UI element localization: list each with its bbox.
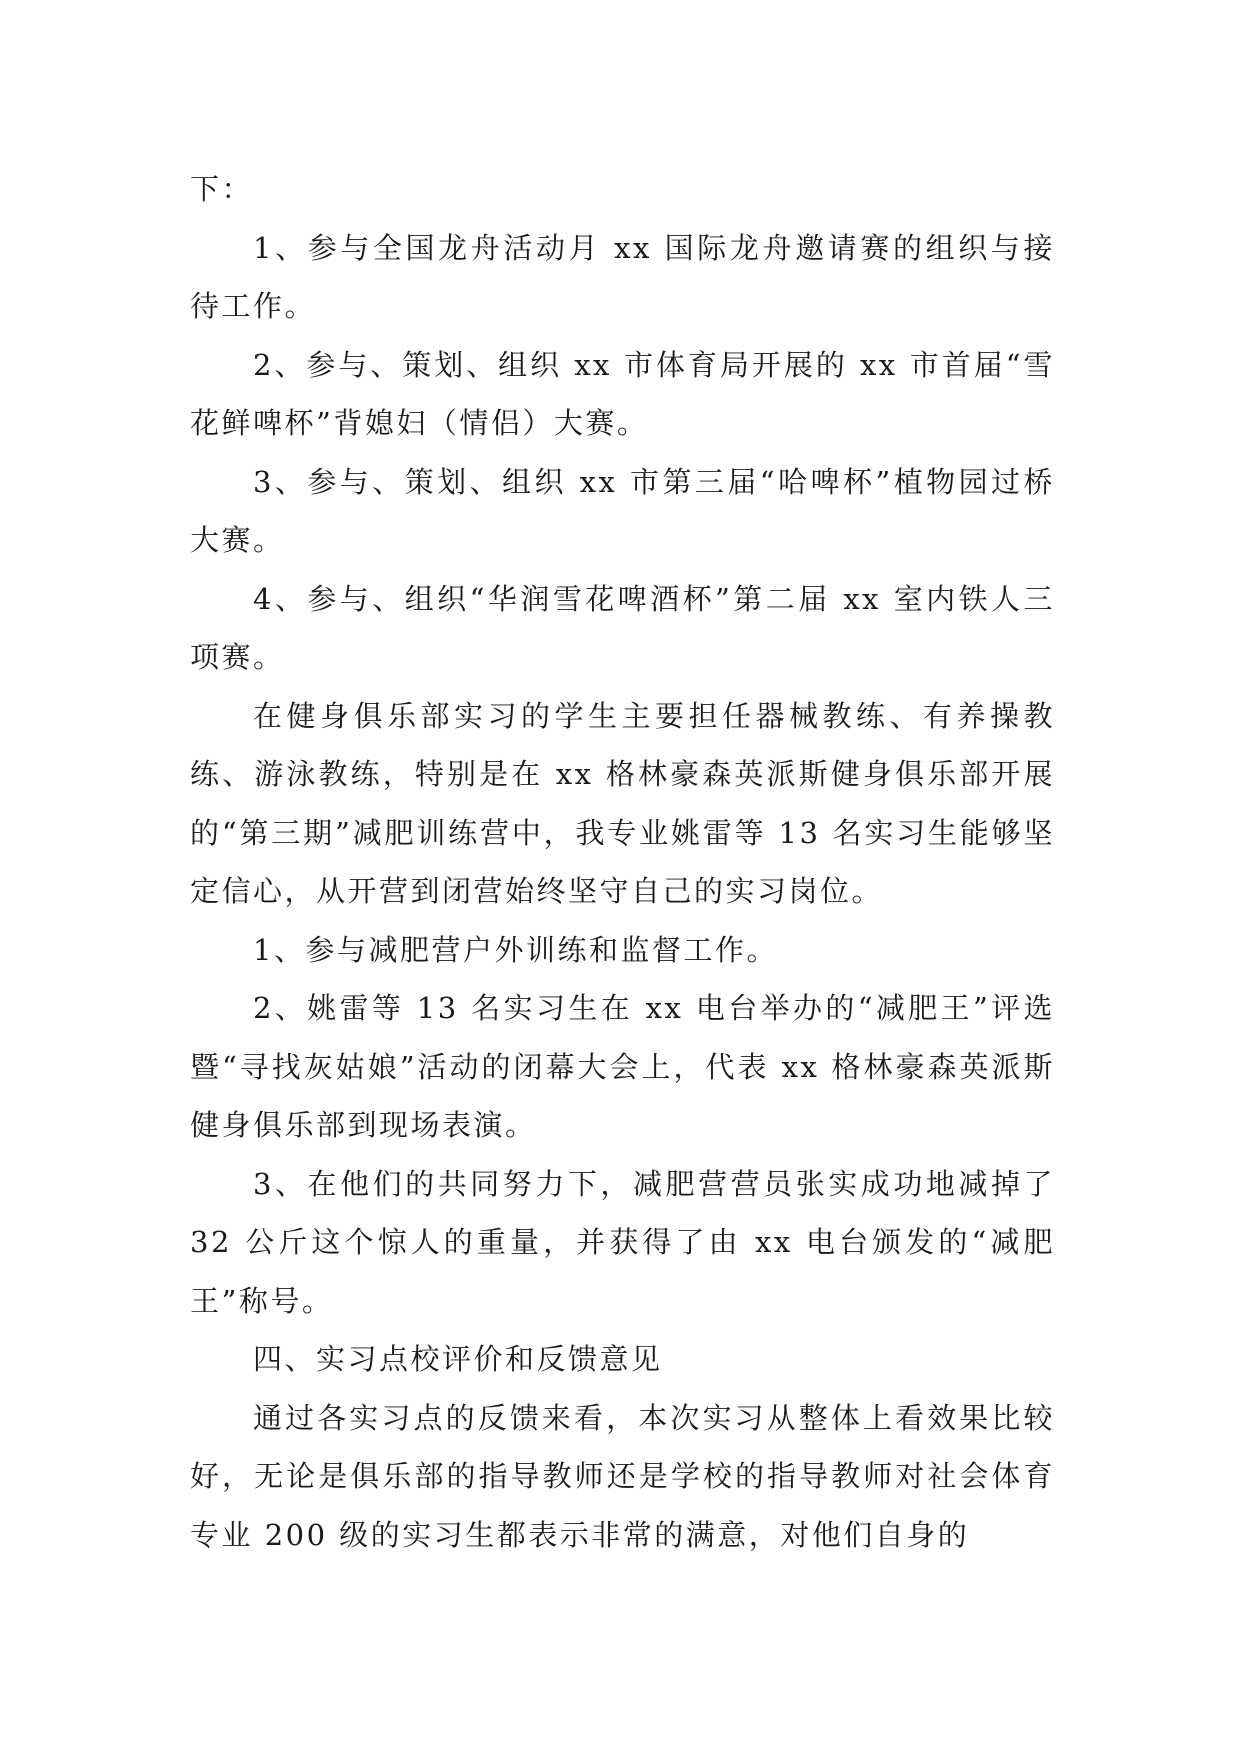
paragraph: 通过各实习点的反馈来看，本次实习从整体上看效果比较好，无论是俱乐部的指导教师还是学校的指导教师对社会体育专业 200 级的实习生都表示非常的满意，对他们自身的 — [190, 1400, 1055, 1552]
paragraph: 3、在他们的共同努力下，减肥营营员张实成功地减掉了 32 公斤这个惊人的重量，并获得了由 xx 电台颁发的“减肥王”称号。 — [190, 1166, 1055, 1318]
paragraph: 下： — [190, 172, 254, 206]
paragraph: 4、参与、组织“华润雪花啤酒杯”第二届 xx 室内铁人三项赛。 — [190, 581, 1055, 674]
paragraph: 3、参与、策划、组织 xx 市第三届“哈啤杯”植物园过桥大赛。 — [190, 464, 1055, 557]
paragraph: 在健身俱乐部实习的学生主要担任器械教练、有养操教练、游泳教练，特别是在 xx 格林豪森英派斯健身俱乐部开展的“第三期”减肥训练营中，我专业姚雷等 13 名实习生能够坚定信心，从开营到闭营始终坚守自己的实习岗位。 — [190, 698, 1055, 908]
paragraph: 2、参与、策划、组织 xx 市体育局开展的 xx 市首届“雪花鲜啤杯”背媳妇（情侣）大赛。 — [190, 347, 1055, 440]
paragraph: 1、参与减肥营户外训练和监督工作。 — [253, 932, 778, 967]
document-body — [190, 160, 1055, 1564]
paragraph: 1、参与全国龙舟活动月 xx 国际龙舟邀请赛的组织与接待工作。 — [190, 230, 1055, 323]
paragraph: 2、姚雷等 13 名实习生在 xx 电台举办的“减肥王”评选暨“寻找灰姑娘”活动的闭幕大会上，代表 xx 格林豪森英派斯健身俱乐部到现场表演。 — [190, 991, 1055, 1142]
section-heading: 四、实习点校评价和反馈意见 — [253, 1342, 663, 1376]
